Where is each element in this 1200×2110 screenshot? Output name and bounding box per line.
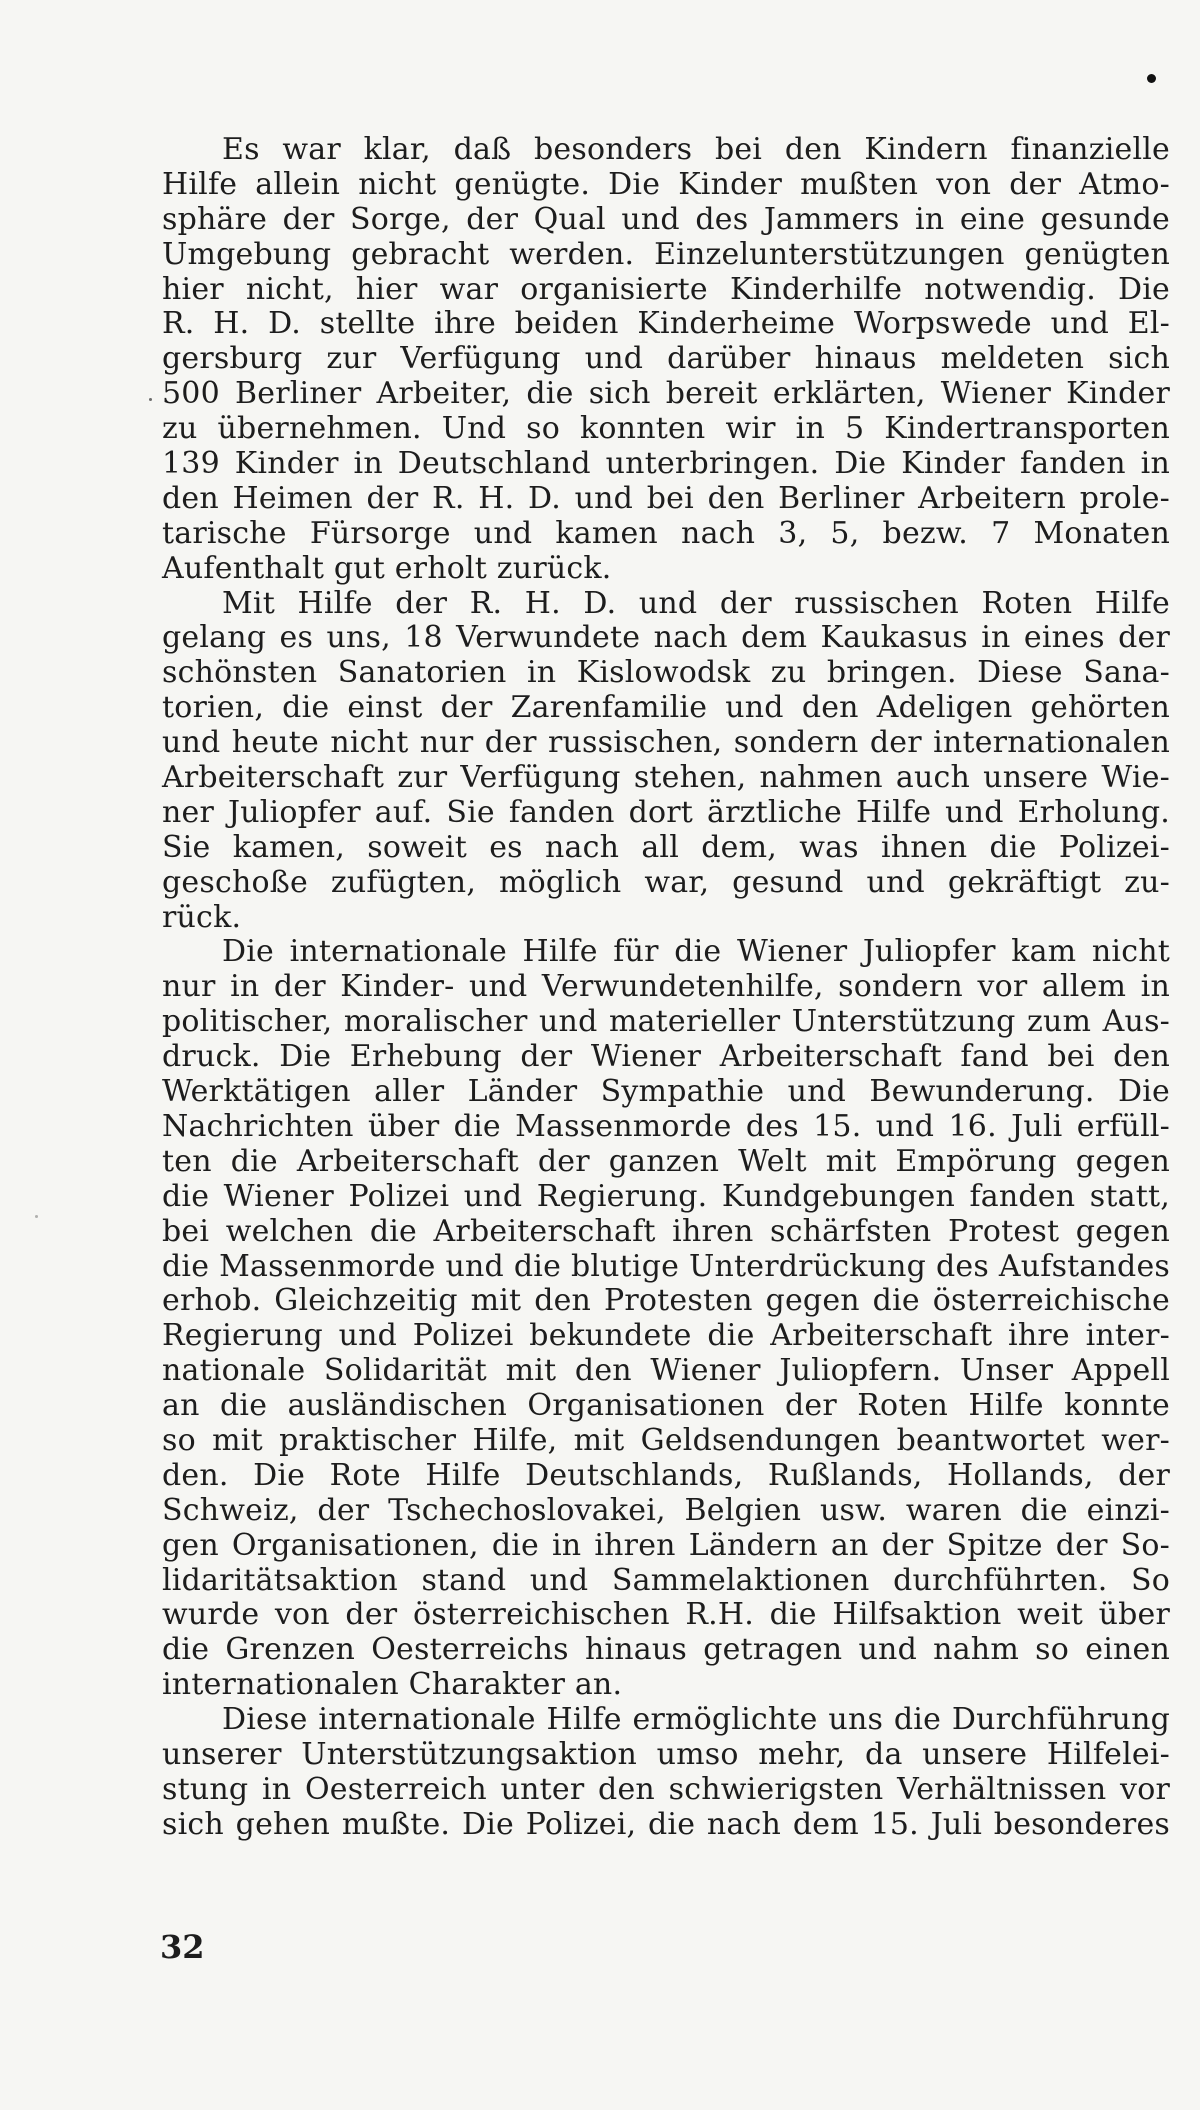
text-line: erhob. Gleichzeitig mit den Protesten gegen die österreichische bbox=[162, 1283, 1170, 1319]
text-line: gersburg zur Verfügung und darüber hinaus meldeten sich bbox=[162, 341, 1170, 377]
text-line: Arbeiterschaft zur Verfügung stehen, nahmen auch unsere Wie- bbox=[162, 760, 1170, 796]
text-line: Nachrichten über die Massenmorde des 15. und 16. Juli erfüll- bbox=[162, 1108, 1170, 1144]
text-line: stung in Oesterreich unter den schwierigsten Verhältnissen vor bbox=[162, 1771, 1170, 1807]
text-line: lidaritätsaktion stand und Sammelaktionen durchführten. So bbox=[162, 1562, 1170, 1598]
text-line: sich gehen mußte. Die Polizei, die nach dem 15. Juli besonderes bbox=[162, 1806, 1170, 1842]
text-line: schönsten Sanatorien in Kislowodsk zu bringen. Diese Sana- bbox=[162, 655, 1170, 691]
text-line: R. H. D. stellte ihre beiden Kinderheime Worpswede und El- bbox=[162, 306, 1170, 342]
text-line: Diese internationale Hilfe ermöglichte uns die Durchführung bbox=[222, 1702, 1170, 1738]
text-line: sphäre der Sorge, der Qual und des Jammers in eine gesunde bbox=[162, 201, 1170, 237]
text-line: die Massenmorde und die blutige Unterdrückung des Aufstandes bbox=[162, 1248, 1170, 1284]
text-line: so mit praktischer Hilfe, mit Geldsendungen beantwortet wer- bbox=[162, 1422, 1170, 1458]
paragraph bbox=[162, 133, 1170, 587]
text-line: politischer, moralischer und materieller Unterstützung zum Aus- bbox=[162, 1004, 1170, 1040]
text-line: torien, die einst der Zarenfamilie und den Adeligen gehörten bbox=[162, 690, 1170, 726]
paragraph bbox=[162, 587, 1170, 936]
page-number: 32 bbox=[160, 1928, 205, 1966]
text-line: die Grenzen Oesterreichs hinaus getragen und nahm so einen bbox=[162, 1632, 1170, 1668]
text-line: nationale Solidarität mit den Wiener Juliopfern. Unser Appell bbox=[162, 1353, 1170, 1389]
paragraph bbox=[162, 1703, 1170, 1843]
text-line: 500 Berliner Arbeiter, die sich bereit erklärten, Wiener Kinder bbox=[162, 376, 1170, 412]
ink-speck bbox=[149, 398, 152, 401]
text-line: internationalen Charakter an. bbox=[162, 1667, 623, 1703]
paragraph bbox=[162, 935, 1170, 1703]
text-line: wurde von der österreichischen R.H. die Hilfsaktion weit über bbox=[162, 1597, 1170, 1633]
text-line: 139 Kinder in Deutschland unterbringen. Die Kinder fanden in bbox=[162, 446, 1170, 482]
text-line: rück. bbox=[162, 899, 242, 935]
text-line: unserer Unterstützungsaktion umso mehr, da unsere Hilfelei- bbox=[162, 1736, 1170, 1772]
text-line: Es war klar, daß besonders bei den Kindern finanzielle bbox=[222, 132, 1170, 167]
text-line: Schweiz, der Tschechoslovakei, Belgien usw. waren die einzi- bbox=[162, 1492, 1170, 1528]
text-line: zu übernehmen. Und so konnten wir in 5 Kindertransporten bbox=[162, 411, 1170, 447]
text-line: nur in der Kinder- und Verwundetenhilfe, sondern vor allem in bbox=[162, 969, 1170, 1005]
text-line: tarische Fürsorge und kamen nach 3, 5, bezw. 7 Monaten bbox=[162, 515, 1170, 551]
text-line: Aufenthalt gut erholt zurück. bbox=[162, 550, 612, 586]
text-line: Sie kamen, soweit es nach all dem, was ihnen die Polizei- bbox=[162, 829, 1170, 865]
text-line: die Wiener Polizei und Regierung. Kundgebungen fanden statt, bbox=[162, 1178, 1170, 1214]
body-text bbox=[162, 133, 1170, 1843]
text-line: den Heimen der R. H. D. und bei den Berliner Arbeitern prole- bbox=[162, 480, 1170, 516]
text-line: ner Juliopfer auf. Sie fanden dort ärztliche Hilfe und Erholung. bbox=[162, 794, 1170, 830]
text-line: Regierung und Polizei bekundete die Arbeiterschaft ihre inter- bbox=[162, 1318, 1170, 1354]
text-line: ten die Arbeiterschaft der ganzen Welt mit Empörung gegen bbox=[162, 1143, 1170, 1179]
text-line: den. Die Rote Hilfe Deutschlands, Rußlands, Hollands, der bbox=[162, 1457, 1170, 1493]
text-line: geschoße zufügten, möglich war, gesund und gekräftigt zu- bbox=[162, 864, 1170, 900]
text-line: an die ausländischen Organisationen der Roten Hilfe konnte bbox=[162, 1388, 1170, 1424]
text-line: bei welchen die Arbeiterschaft ihren schärfsten Protest gegen bbox=[162, 1213, 1170, 1249]
text-line: Die internationale Hilfe für die Wiener Juliopfer kam nicht bbox=[222, 934, 1170, 970]
text-line: hier nicht, hier war organisierte Kinderhilfe notwendig. Die bbox=[162, 271, 1170, 307]
text-line: und heute nicht nur der russischen, sondern der internationalen bbox=[162, 725, 1170, 761]
text-line: gelang es uns, 18 Verwundete nach dem Kaukasus in eines der bbox=[162, 620, 1170, 656]
text-line: gen Organisationen, die in ihren Ländern an der Spitze der So- bbox=[162, 1527, 1170, 1563]
text-line: Hilfe allein nicht genügte. Die Kinder mußten von der Atmo- bbox=[162, 166, 1170, 202]
text-line: Umgebung gebracht werden. Einzelunterstützungen genügten bbox=[162, 236, 1170, 272]
text-line: druck. Die Erhebung der Wiener Arbeiterschaft fand bei den bbox=[162, 1039, 1170, 1075]
text-line: Mit Hilfe der R. H. D. und der russischen Roten Hilfe bbox=[222, 585, 1170, 621]
text-line: Werktätigen aller Länder Sympathie und Bewunderung. Die bbox=[162, 1074, 1170, 1110]
ink-speck bbox=[1147, 74, 1156, 83]
ink-speck bbox=[35, 1215, 38, 1218]
